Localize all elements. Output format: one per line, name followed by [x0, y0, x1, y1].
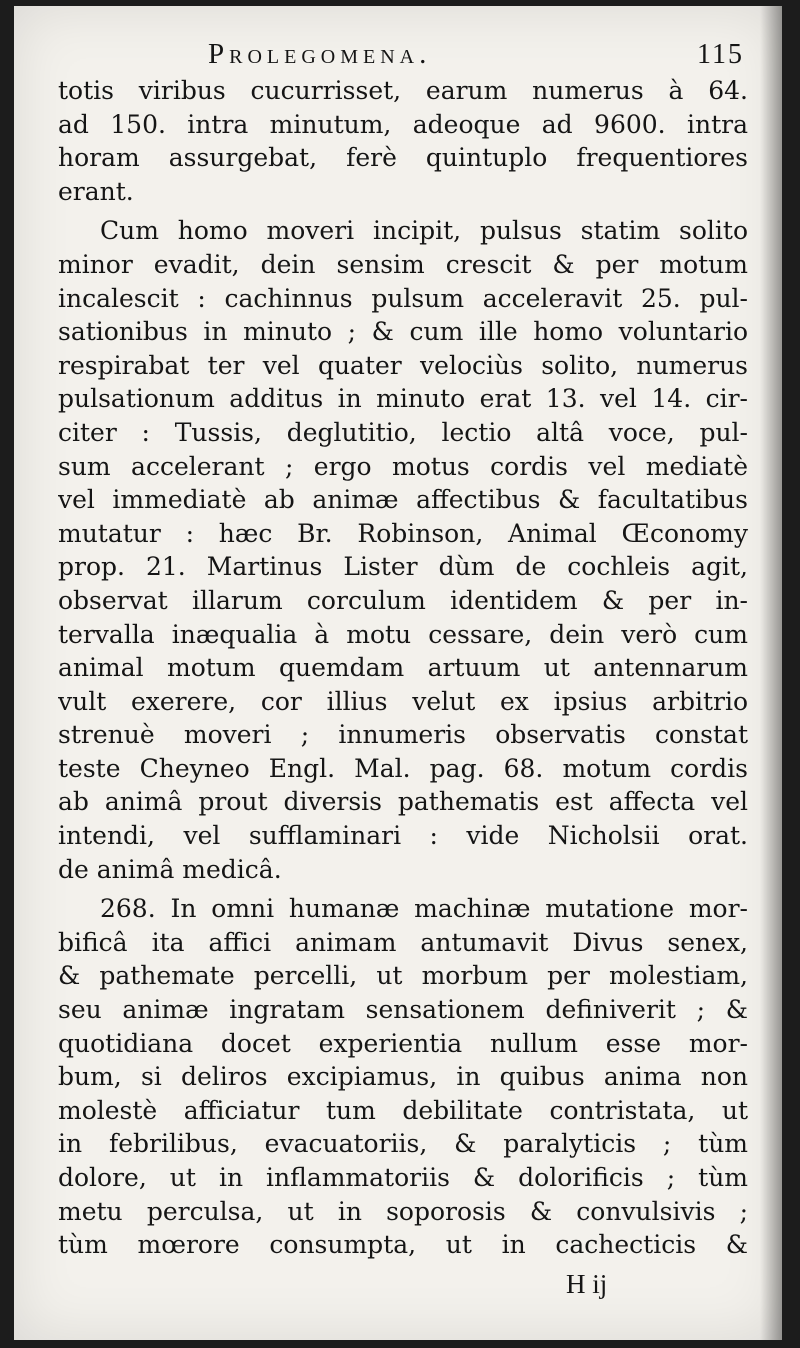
text-line: ad 150. intra minutum, adeoque ad 9600. intra — [58, 109, 748, 139]
text-line: sum accelerant ; ergo motus cordis vel mediatè — [58, 451, 748, 481]
text-line: vult exerere, cor illius velut ex ipsius arbitrio — [58, 686, 748, 716]
text-line: incalescit : cachinnus pulsum acceleravit 25. pul- — [58, 283, 748, 313]
text-line: de animâ medicâ. — [58, 854, 282, 884]
text-line: & pathemate percelli, ut morbum per molestiam, — [58, 961, 748, 991]
signature-mark: H ij — [566, 1268, 608, 1299]
text-line: bum, si deliros excipiamus, in quibus anima non — [58, 1062, 748, 1092]
text-line: vel immediatè ab animæ affectibus & facultatibus — [58, 485, 748, 515]
text-line: tùm mœrore consumpta, ut in cachecticis & — [58, 1230, 748, 1260]
text-line: bificâ ita affici animam antumavit Divus senex, — [58, 927, 748, 957]
text-line: intendi, vel sufflaminari : vide Nicholsii orat. — [58, 821, 748, 851]
text-line: strenuè moveri ; innumeris observatis constat — [58, 720, 748, 750]
text-line: minor evadit, dein sensim crescit & per motum — [58, 249, 748, 279]
text-line: respirabat ter vel quater velociùs solito, numerus — [58, 350, 748, 380]
paragraph-1 — [58, 74, 748, 208]
page-header — [58, 38, 748, 74]
book-page — [14, 6, 782, 1340]
text-line: in febrilibus, evacuatoriis, & paralyticis ; tùm — [58, 1129, 748, 1159]
text-line: metu perculsa, ut in soporosis & convulsivis ; — [58, 1196, 748, 1226]
text-line: 268. In omni humanæ machinæ mutatione mor- — [100, 894, 748, 924]
text-line: sationibus in minuto ; & cum ille homo voluntario — [58, 317, 748, 347]
text-line: ab animâ prout diversis pathematis est affecta vel — [58, 787, 748, 817]
text-line: horam assurgebat, ferè quintuplo frequentiores — [58, 143, 748, 173]
text-line: tervalla inæqualia à motu cessare, dein verò cum — [58, 619, 748, 649]
text-block — [58, 38, 748, 1302]
text-line: teste Cheyneo Engl. Mal. pag. 68. motum cordis — [58, 753, 748, 783]
running-title: Prolegomena. — [208, 38, 432, 70]
paragraph-3 — [58, 892, 748, 1262]
page-number: 115 — [697, 39, 744, 70]
paragraph-2 — [58, 214, 748, 886]
text-line: observat illarum corculum identidem & per in- — [58, 585, 748, 615]
page-edge-shadow — [760, 6, 782, 1340]
text-line: quotidiana docet experientia nullum esse mor- — [58, 1028, 748, 1058]
text-line: pulsationum additus in minuto erat 13. vel 14. cir- — [58, 384, 748, 414]
text-line: citer : Tussis, deglutitio, lectio altâ voce, pul- — [58, 417, 748, 447]
text-line: totis viribus cucurrisset, earum numerus à 64. — [58, 76, 748, 105]
text-line: prop. 21. Martinus Lister dùm de cochleis agit, — [58, 552, 748, 582]
text-line: molestè afficiatur tum debilitate contristata, ut — [58, 1095, 748, 1125]
text-line: seu animæ ingratam sensationem definiverit ; & — [58, 995, 748, 1025]
text-line: dolore, ut in inflammatoriis & dolorificis ; tùm — [58, 1163, 748, 1192]
text-line: mutatur : hæc Br. Robinson, Animal Œconomy — [58, 518, 748, 548]
text-line: Cum homo moveri incipit, pulsus statim solito — [100, 216, 748, 246]
text-line: erant. — [58, 176, 134, 206]
text-line: animal motum quemdam artuum ut antennarum — [58, 653, 748, 683]
